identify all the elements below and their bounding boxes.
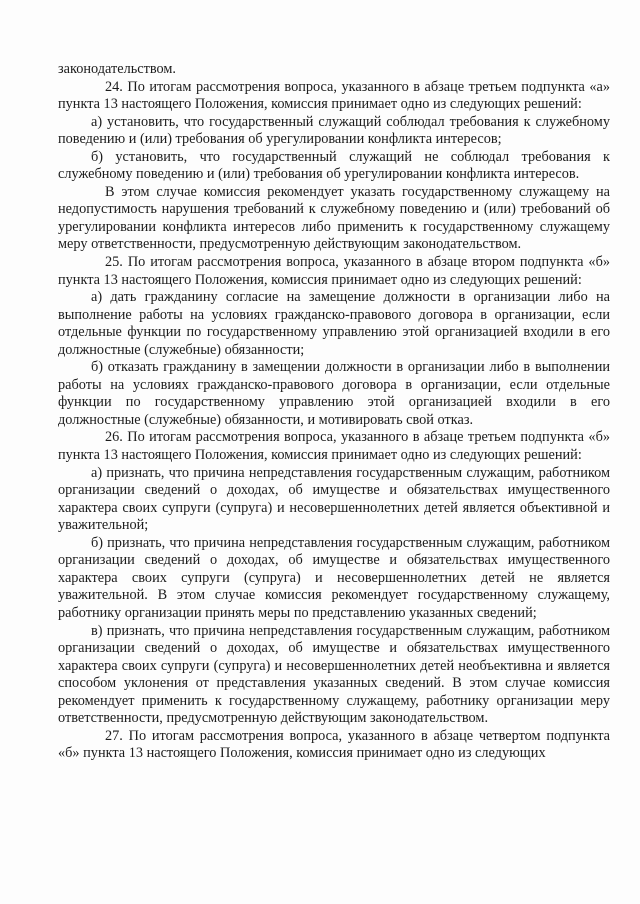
paragraph-25-a: а) дать гражданину согласие на замещение должности в организации либо на выполнение работы на условиях гражданско-правового договора в организации, если отдельные функции по государственному управлению этой организацией входили в его должностные (служебные) обязанности; bbox=[58, 289, 610, 358]
paragraph-24-note: В этом случае комиссия рекомендует указать государственному служащему на недопустимость нарушения требований к служебному поведению и (или) требований об урегулировании конфликта интересов либо применить к государственному служащему меру ответственности, предусмотренную действующим законодательством. bbox=[58, 183, 610, 253]
paragraph-26-b: б) признать, что причина непредставления государственным служащим, работником организации сведений о доходах, об имуществе и обязательствах имущественного характера своих супруги (супруга) и несовершеннолетних детей не является уважительной. В этом случае комиссия рекомендует государственному служащему, работнику организации принять меры по представлению указанных сведений; bbox=[58, 534, 610, 621]
paragraph-26: 26. По итогам рассмотрения вопроса, указанного в абзаце третьем подпункта «б» пункта 13 настоящего Положения, комиссия принимает одно из следующих решений: bbox=[58, 429, 610, 464]
paragraph-24-a: а) установить, что государственный служащий соблюдал требования к служебному поведению и (или) требования об урегулировании конфликта интересов; bbox=[58, 113, 610, 148]
paragraph-25-b: б) отказать гражданину в замещении должности в организации либо в выполнении работы на условиях гражданско-правового договора в организации, если отдельные функции по государственному управлению этой организацией входили в его должностные (служебные) обязанности, и мотивировать свой отказ. bbox=[58, 359, 610, 428]
paragraph-continuation: законодательством. bbox=[58, 61, 176, 77]
paragraph-24: 24. По итогам рассмотрения вопроса, указанного в абзаце третьем подпункта «а» пункта 13 настоящего Положения, комиссия принимает одно из следующих решений: bbox=[58, 78, 610, 113]
paragraph-26-c: в) признать, что причина непредставления государственным служащим, работником организации сведений о доходах, об имуществе и обязательствах имущественного характера своих супруги (супруга) и несовершеннолетних детей необъективна и является способом уклонения от представления указанных сведений. В этом случае комиссия рекомендует применить к государственному служащему, работнику организации меру ответственности, предусмотренную действующим законодательством. bbox=[58, 622, 610, 727]
document-body bbox=[58, 61, 610, 763]
paragraph-27: 27. По итогам рассмотрения вопроса, указанного в абзаце четвертом подпункта «б» пункта 13 настоящего Положения, комиссия принимает одно из следующих bbox=[58, 727, 610, 762]
paragraph-25: 25. По итогам рассмотрения вопроса, указанного в абзаце втором подпункта «б» пункта 13 настоящего Положения, комиссия принимает одно из следующих решений: bbox=[58, 254, 610, 288]
paragraph-24-b: б) установить, что государственный служащий не соблюдал требования к служебному поведению и (или) требования об урегулировании конфликта интересов. bbox=[58, 148, 610, 183]
paragraph-26-a: а) признать, что причина непредставления государственным служащим, работником организации сведений о доходах, об имуществе и обязательствах имущественного характера своих супруги (супруга) и несовершеннолетних детей является объективной и уважительной; bbox=[58, 464, 610, 534]
